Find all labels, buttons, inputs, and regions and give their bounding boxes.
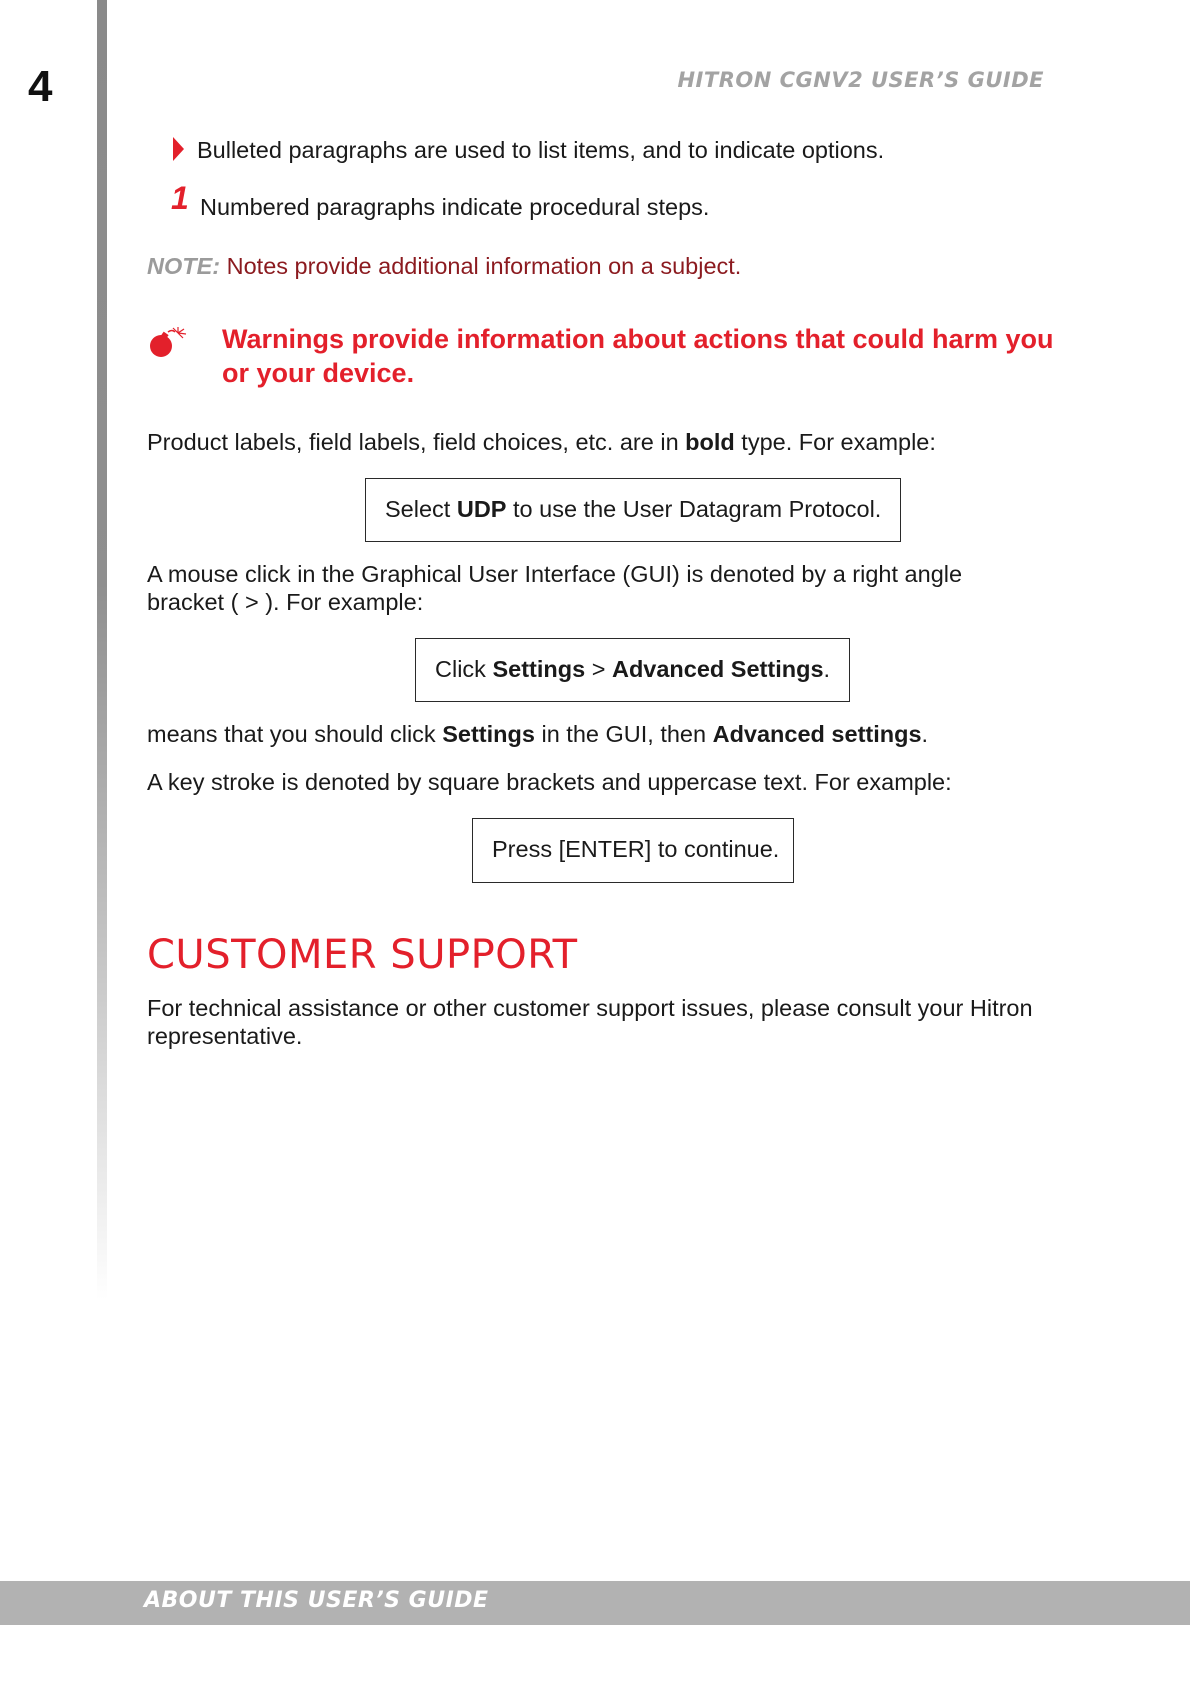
click-example-prefix: Click [435, 656, 493, 682]
click-example-bold2: Advanced Settings [611, 656, 824, 682]
customer-support-text: For technical assistance or other customer support issues, please consult your Hitron representative. [147, 995, 1033, 1049]
click-example-suffix: . [823, 656, 831, 682]
running-head: HITRON CGNV2 USER’S GUIDE [677, 68, 1044, 92]
click-convention-paragraph: A mouse click in the Graphical User Interface (GUI) is denoted by a right angle bracket ( > ). For example: [147, 561, 963, 615]
click-explanation-bold1: Settings [442, 721, 535, 747]
bold-intro-before: Product labels, field labels, field choices, etc. are in [147, 429, 686, 455]
click-explanation-paragraph [147, 720, 928, 748]
bold-example-before: Select [385, 496, 457, 522]
click-example-bold1: Settings [492, 656, 586, 682]
key-example-box: Press [ENTER] to continue. [472, 818, 794, 883]
bold-example-box [365, 478, 901, 542]
bold-intro-bold: bold [685, 429, 735, 455]
bold-intro-after: type. For example: [734, 429, 936, 455]
click-explanation-after: . [921, 721, 929, 747]
note-text: Notes provide additional information on a subject. [220, 253, 742, 279]
page-number: 4 [28, 62, 53, 111]
side-accent-bar [97, 0, 107, 1300]
click-example-separator: > [585, 656, 612, 682]
customer-support-heading: CUSTOMER SUPPORT [147, 932, 578, 978]
bullet-text: Bulleted paragraphs are used to list items, and to indicate options. [197, 137, 885, 163]
note-paragraph [147, 253, 741, 280]
step-number: 1 [171, 180, 189, 216]
click-explanation-middle: in the GUI, then [534, 721, 713, 747]
click-example-box [415, 638, 850, 702]
bold-convention-paragraph [147, 428, 936, 456]
key-convention-paragraph: A key stroke is denoted by square brackets and uppercase text. For example: [147, 769, 952, 795]
note-label: NOTE: [147, 253, 221, 279]
bold-example-after: to use the User Datagram Protocol. [506, 496, 882, 522]
red-triangle-bullet-icon [173, 137, 184, 161]
warning-text: Warnings provide information about actions that could harm you or your device. [222, 324, 1054, 388]
step-text: Numbered paragraphs indicate procedural steps. [200, 194, 710, 220]
bomb-icon [149, 327, 189, 359]
click-explanation-before: means that you should click [147, 721, 443, 747]
footer-bar [0, 1581, 1190, 1625]
footer-section-title: ABOUT THIS USER’S GUIDE [144, 1588, 489, 1613]
click-explanation-bold2: Advanced settings [712, 721, 922, 747]
bold-example-bold: UDP [456, 496, 507, 522]
